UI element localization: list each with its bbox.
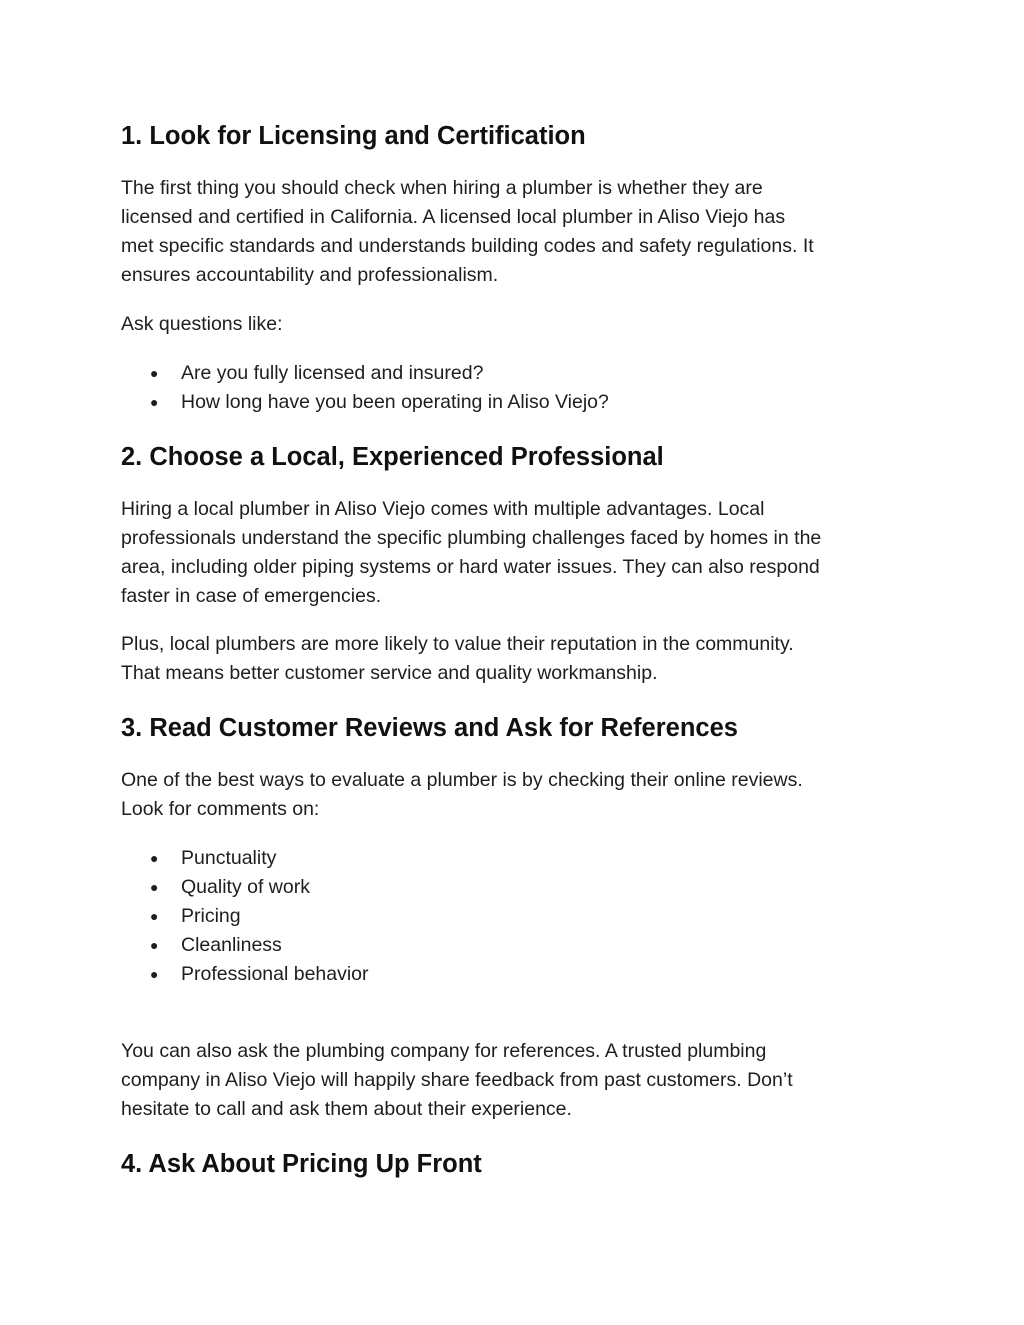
section-3-bullet-list: [121, 844, 369, 989]
list-item: [121, 388, 609, 417]
text-line: You can also ask the plumbing company for references. A trusted plumbing: [121, 1040, 767, 1062]
text-line: The first thing you should check when hiring a plumber is whether they are: [121, 177, 763, 199]
section-2-paragraph-2: [121, 630, 911, 688]
bullet-icon: ●: [150, 850, 159, 866]
text-line: One of the best ways to evaluate a plumber is by checking their online reviews.: [121, 769, 803, 791]
list-item: [121, 902, 369, 931]
text-line: hesitate to call and ask them about their experience.: [121, 1098, 572, 1120]
list-item-text: Are you fully licensed and insured?: [181, 362, 484, 384]
text-line: licensed and certified in California. A licensed local plumber in Aliso Viejo has: [121, 206, 786, 228]
section-1-paragraph-2: [121, 310, 911, 339]
text-line: ensures accountability and professionalism.: [121, 264, 499, 286]
text-line: professionals understand the specific plumbing challenges faced by homes in the: [121, 527, 822, 549]
bullet-icon: ●: [150, 394, 159, 410]
bullet-icon: ●: [150, 908, 159, 924]
section-3-heading: 3. Read Customer Reviews and Ask for References: [121, 714, 738, 742]
section-2-paragraph-1: [121, 495, 911, 611]
bullet-icon: ●: [150, 937, 159, 953]
list-item-text: Professional behavior: [181, 963, 369, 985]
section-1-heading: 1. Look for Licensing and Certification: [121, 122, 586, 150]
text-line: Hiring a local plumber in Aliso Viejo comes with multiple advantages. Local: [121, 498, 765, 520]
list-item-text: Cleanliness: [181, 934, 282, 956]
section-1-bullet-list: [121, 359, 609, 417]
bullet-icon: ●: [150, 879, 159, 895]
bullet-icon: ●: [150, 966, 159, 982]
list-item-text: Quality of work: [181, 876, 310, 898]
text-line: faster in case of emergencies.: [121, 585, 382, 607]
text-line: met specific standards and understands building codes and safety regulations. It: [121, 235, 814, 257]
section-3-paragraph-2: [121, 1037, 911, 1124]
list-item-text: How long have you been operating in Aliso Viejo?: [181, 391, 609, 413]
list-item: [121, 359, 609, 388]
bullet-icon: ●: [150, 365, 159, 381]
text-line: That means better customer service and quality workmanship.: [121, 662, 658, 684]
section-2-heading: 2. Choose a Local, Experienced Professional: [121, 443, 664, 471]
list-item: [121, 844, 369, 873]
list-item-text: Punctuality: [181, 847, 277, 869]
section-4-heading: 4. Ask About Pricing Up Front: [121, 1150, 482, 1178]
text-line: area, including older piping systems or hard water issues. They can also respond: [121, 556, 820, 578]
text-line: Ask questions like:: [121, 313, 283, 335]
list-item: [121, 931, 369, 960]
list-item: [121, 873, 369, 902]
text-line: company in Aliso Viejo will happily share feedback from past customers. Don’t: [121, 1069, 793, 1091]
list-item: [121, 960, 369, 989]
text-line: Look for comments on:: [121, 798, 320, 820]
section-1-paragraph-1: [121, 174, 911, 290]
section-3-paragraph-1: [121, 766, 911, 824]
text-line: Plus, local plumbers are more likely to value their reputation in the community.: [121, 633, 794, 655]
list-item-text: Pricing: [181, 905, 241, 927]
